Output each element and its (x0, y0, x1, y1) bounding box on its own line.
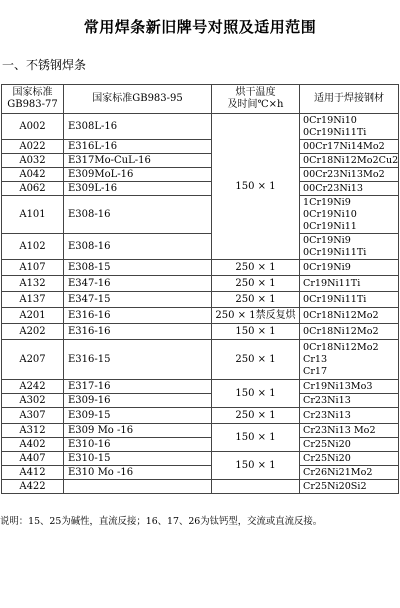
new-grade: E316-16 (64, 324, 212, 340)
old-grade: A242 (2, 380, 64, 394)
table-row (2, 154, 399, 168)
bake-cell: 150 × 1 (212, 114, 300, 260)
steel-cell: 0Cr19Ni9 (300, 260, 399, 276)
table-row (2, 260, 399, 276)
steel-cell: 0Cr18Ni12Mo2 (300, 308, 399, 324)
steel-cell: 0Cr18Ni12Mo2Cu2 (300, 154, 399, 168)
bake-cell: 150 × 1 (212, 324, 300, 340)
steel-cell: 00Cr23Ni13Mo2 (300, 168, 399, 182)
table-row (2, 408, 399, 424)
bake-cell: 150 × 1 (212, 424, 300, 452)
old-grade: A307 (2, 408, 64, 424)
table-row (2, 308, 399, 324)
new-grade: E316L-16 (64, 140, 212, 154)
old-grade: A137 (2, 292, 64, 308)
table-row (2, 452, 399, 466)
steel-cell: 0Cr19Ni10 0Cr19Ni11Ti (300, 114, 399, 140)
old-grade: A302 (2, 394, 64, 408)
new-grade: E309MoL-16 (64, 168, 212, 182)
header-old-standard: 国家标准 GB983-77 (2, 85, 64, 114)
steel-cell: 00Cr17Ni14Mo2 (300, 140, 399, 154)
steel-cell: 00Cr23Ni13 (300, 182, 399, 196)
table-row (2, 324, 399, 340)
steel-cell: Cr23Ni13 (300, 408, 399, 424)
old-grade: A062 (2, 182, 64, 196)
old-grade: A101 (2, 196, 64, 234)
new-grade (64, 480, 212, 494)
new-grade: E309-16 (64, 394, 212, 408)
new-grade: E309-15 (64, 408, 212, 424)
old-grade: A032 (2, 154, 64, 168)
new-grade: E309L-16 (64, 182, 212, 196)
old-grade: A102 (2, 234, 64, 260)
bake-cell: 150 × 1 (212, 452, 300, 480)
new-grade: E308-16 (64, 234, 212, 260)
steel-cell: Cr19Ni11Ti (300, 276, 399, 292)
bake-cell: 250 × 1 (212, 276, 300, 292)
bake-cell: 250 × 1 (212, 260, 300, 276)
bake-cell: 250 × 1 (212, 292, 300, 308)
table-row (2, 394, 399, 408)
table-row (2, 140, 399, 154)
new-grade: E310-15 (64, 452, 212, 466)
new-grade: E347-15 (64, 292, 212, 308)
new-grade: E308-16 (64, 196, 212, 234)
new-grade: E317Mo-CuL-16 (64, 154, 212, 168)
old-grade: A402 (2, 438, 64, 452)
bake-cell: 150 × 1 (212, 380, 300, 408)
steel-cell: Cr23Ni13 Mo2 (300, 424, 399, 438)
bake-cell (212, 480, 300, 494)
old-grade: A312 (2, 424, 64, 438)
electrode-table (1, 84, 399, 494)
steel-cell: Cr23Ni13 (300, 394, 399, 408)
old-grade: A201 (2, 308, 64, 324)
bake-cell: 250 × 1 (212, 408, 300, 424)
table-row (2, 276, 399, 292)
steel-cell: Cr26Ni21Mo2 (300, 466, 399, 480)
table-row (2, 182, 399, 196)
steel-cell: 1Cr19Ni9 0Cr19Ni10 0Cr19Ni11 (300, 196, 399, 234)
table-row (2, 438, 399, 452)
table-row (2, 466, 399, 480)
new-grade: E347-16 (64, 276, 212, 292)
steel-cell: Cr19Ni13Mo3 (300, 380, 399, 394)
table-row (2, 168, 399, 182)
table-header-row (2, 85, 399, 114)
new-grade: E317-16 (64, 380, 212, 394)
steel-cell: 0Cr18Ni12Mo2 Cr13 Cr17 (300, 340, 399, 380)
old-grade: A132 (2, 276, 64, 292)
table-row (2, 234, 399, 260)
old-grade: A407 (2, 452, 64, 466)
table-row (2, 114, 399, 140)
table-row (2, 424, 399, 438)
page-title: 常用焊条新旧牌号对照及适用范围 (83, 18, 317, 36)
old-grade: A202 (2, 324, 64, 340)
old-grade: A022 (2, 140, 64, 154)
steel-cell: Cr25Ni20 (300, 452, 399, 466)
footnote: 说明：15、25为碱性，直流反接；16、17、26为钛钙型，交流或直流反接。 (0, 516, 323, 527)
header-new-standard: 国家标准GB983-95 (64, 85, 212, 114)
bake-cell: 250 × 1禁反复烘 (212, 308, 300, 324)
old-grade: A002 (2, 114, 64, 140)
header-baking: 烘干温度 及时间℃×h (212, 85, 300, 114)
new-grade: E316-16 (64, 308, 212, 324)
new-grade: E310 Mo -16 (64, 466, 212, 480)
header-steel: 适用于焊接钢材 (300, 85, 399, 114)
steel-cell: Cr25Ni20 (300, 438, 399, 452)
table-row (2, 292, 399, 308)
table-row (2, 340, 399, 380)
old-grade: A422 (2, 480, 64, 494)
new-grade: E309 Mo -16 (64, 424, 212, 438)
steel-cell: 0Cr19Ni9 0Cr19Ni11Ti (300, 234, 399, 260)
table-row (2, 196, 399, 234)
table-row (2, 380, 399, 394)
steel-cell: Cr25Ni20Si2 (300, 480, 399, 494)
new-grade: E308-15 (64, 260, 212, 276)
old-grade: A042 (2, 168, 64, 182)
table-row (2, 480, 399, 494)
bake-cell: 250 × 1 (212, 340, 300, 380)
new-grade: E310-16 (64, 438, 212, 452)
steel-cell: 0Cr19Ni11Ti (300, 292, 399, 308)
new-grade: E308L-16 (64, 114, 212, 140)
old-grade: A107 (2, 260, 64, 276)
section-heading: 一、不锈钢焊条 (2, 58, 87, 72)
steel-cell: 0Cr18Ni12Mo2 (300, 324, 399, 340)
new-grade: E316-15 (64, 340, 212, 380)
old-grade: A412 (2, 466, 64, 480)
old-grade: A207 (2, 340, 64, 380)
